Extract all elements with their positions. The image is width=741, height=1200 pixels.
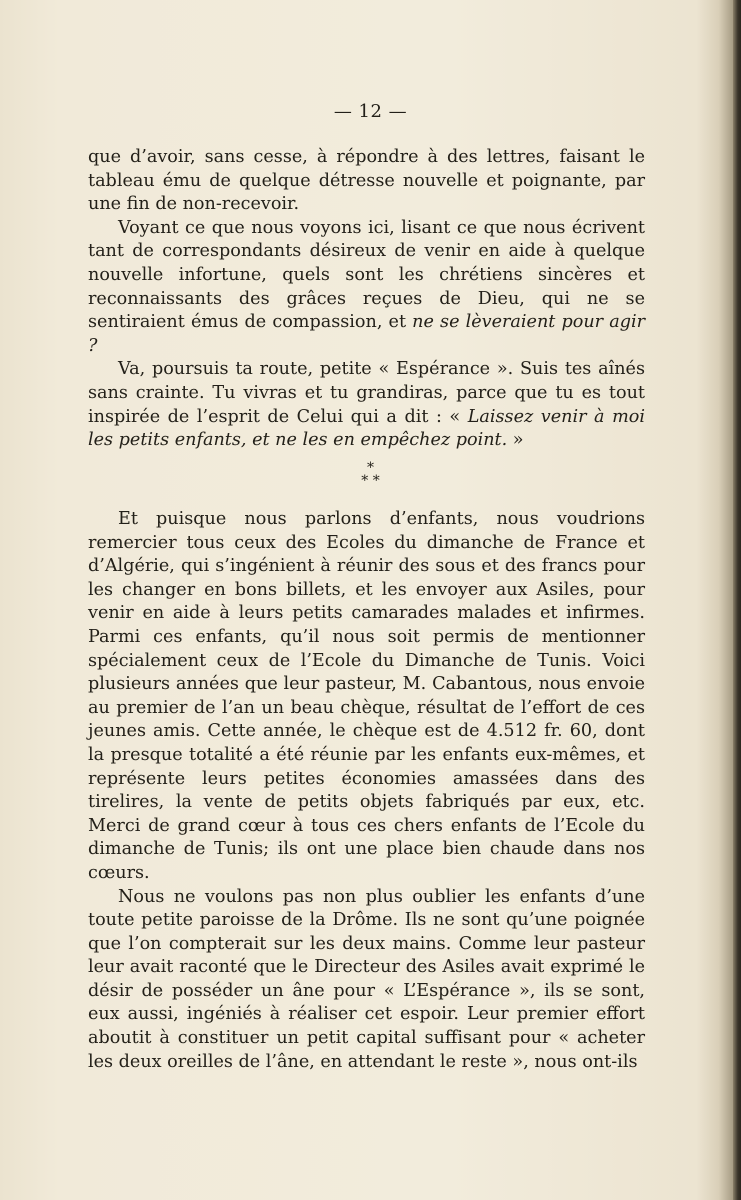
paragraph: Et puisque nous parlons d’enfants, nous voudrions remercier tous ceux des Ecoles du dimanche de France et d’Algérie, qui s’ingénient à réunir des sous et des francs pour les changer en bons billets, et les envoyer aux Asiles, pour venir en aide à leurs petits camarades malades et infirmes. Parmi ces enfants, qu’il nous soit permis de mentionner spécialement ceux de l’Ecole du Dimanche de Tunis. Voici plusieurs années que leur pasteur, M. Cabantous, nous envoie au premier de l’an un beau chèque, résultat de l’effort de ces jeunes amis. Cette année, le chèque est de 4.512 fr. 60, dont la presque totalité a été réunie par les enfants eux-mêmes, et représente leurs petites économies amassées dans des tirelires, la vente de petits objets fabriqués par eux, etc. Merci de grand cœur à tous ces chers enfants de l’Ecole du dimanche de Tunis; ils ont une place bien chaude dans nos cœurs. <box>88 509 645 883</box>
page-number: — 12 — <box>333 101 408 122</box>
italic-quote: Laissez venir à moi les petits enfants, et ne les en empêchez point. <box>88 406 645 451</box>
italic-phrase: ne se lèveraient pour agir ? <box>88 312 646 356</box>
text-section-2 <box>88 508 645 1074</box>
paragraph: Voyant ce que nous voyons ici, lisant ce que nous écrivent tant de correspondants désireux de venir en aide à quelque nouvelle infortune, quels sont les chrétiens sincères et reconnaissants des grâces reçues de Dieu, qui ne se sentiraient émus de compassion, et ne se lèveraient pour agir ? <box>88 217 646 356</box>
asterism-top: * <box>367 460 374 476</box>
asterism-bottom: * * <box>361 473 380 489</box>
asterism-separator <box>0 462 741 488</box>
text-section-1 <box>88 146 645 453</box>
paragraph: Va, poursuis ta route, petite « Espérance ». Suis tes aînés sans crainte. Tu vivras et tu grandiras, parce que tu es tout inspirée de l’esprit de Celui qui a dit : « Laissez venir à moi les petits enfants, et ne les en empêchez point. » <box>88 359 645 451</box>
page-binding-edge <box>733 0 741 1200</box>
paragraph: Nous ne voulons pas non plus oublier les enfants d’une toute petite paroisse de la Drôme. Ils ne sont qu’une poignée que l’on compterait sur les deux mains. Comme leur pasteur leur avait raconté que le Directeur des Asiles avait exprimé le désir de posséder un âne pour « L’Espérance », ils se sont, eux aussi, ingéniés à réaliser cet espoir. Leur premier effort aboutit à constituer un petit capital suffisant pour « acheter les deux oreilles de l’âne, en attendant le reste », nous ont-ils <box>88 886 645 1072</box>
paragraph: que d’avoir, sans cesse, à répondre à des lettres, faisant le tableau ému de quelque détresse nouvelle et poignante, par une fin de non-recevoir. <box>88 147 645 215</box>
